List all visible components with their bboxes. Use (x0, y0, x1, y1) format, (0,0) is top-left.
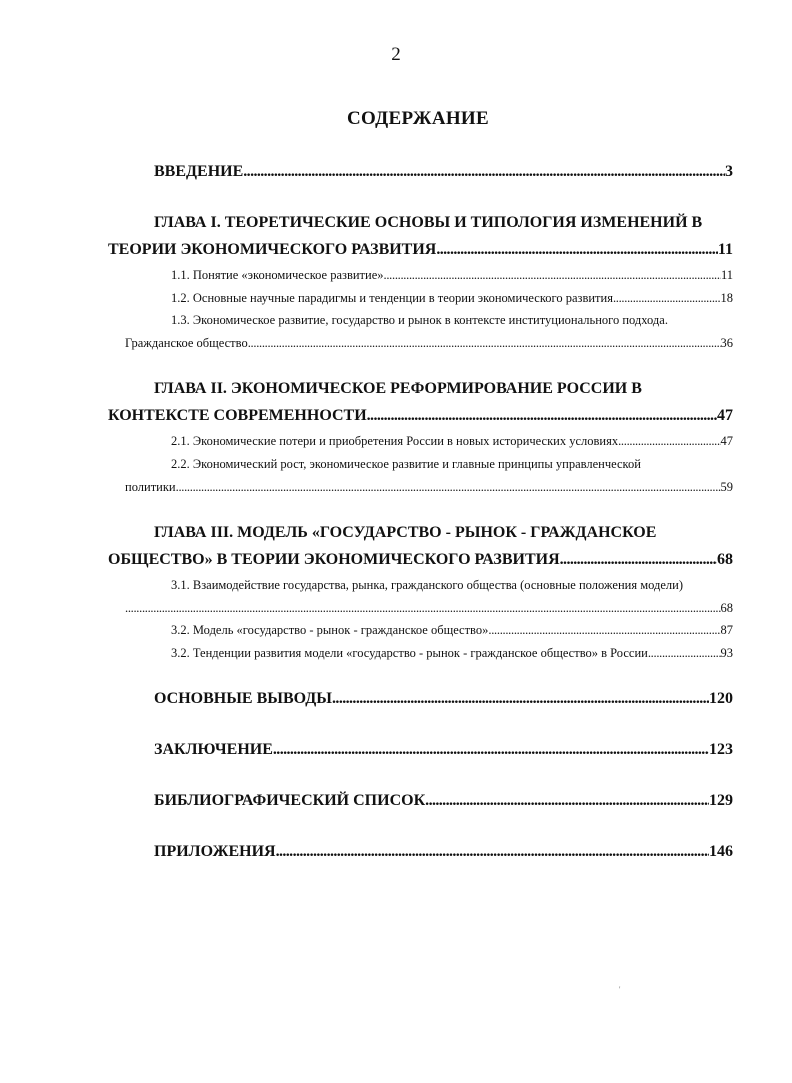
page-number: 2 (391, 44, 401, 65)
toc-entry-page: 93 (720, 646, 733, 660)
toc-entry-chapter-3[interactable] (108, 551, 733, 569)
toc-entry-label: 3.2. Тенденции развития модели «государство - рынок - гражданское общество» в России (171, 646, 648, 660)
scan-speck: ' (619, 985, 621, 994)
dot-leader (436, 242, 718, 258)
toc-entry-section[interactable] (171, 623, 733, 638)
toc-entry-label: ПРИЛОЖЕНИЯ (154, 843, 276, 860)
toc-entry-section[interactable] (171, 268, 733, 283)
toc-entry-page: 123 (709, 741, 733, 758)
toc-entry-section[interactable]: 1.3. Экономическое развитие, государство и рынок в контексте институционального подхода. (171, 313, 668, 327)
toc-entry-page: 47 (720, 434, 733, 448)
dot-leader (648, 647, 721, 660)
dot-leader (618, 435, 720, 448)
toc-entry-page: 68 (720, 601, 733, 615)
dot-leader (384, 269, 721, 282)
toc-entry-appendices[interactable] (154, 843, 733, 861)
dot-leader (560, 552, 717, 568)
toc-entry-conclusions[interactable] (154, 690, 733, 708)
toc-entry-page: 18 (720, 291, 733, 305)
toc-entry-page: 146 (709, 843, 733, 860)
toc-entry-label: 1.1. Понятие «экономическое развитие» (171, 268, 384, 282)
toc-entry-page: 36 (720, 336, 733, 350)
toc-entry-bibliography[interactable] (154, 792, 733, 810)
toc-entry-label: ОСНОВНЫЕ ВЫВОДЫ (154, 690, 333, 707)
toc-entry-page: 59 (720, 480, 733, 494)
toc-entry-intro[interactable] (154, 163, 733, 181)
toc-entry-section-continued[interactable] (125, 480, 733, 495)
chapter-heading[interactable]: ГЛАВА I. ТЕОРЕТИЧЕСКИЕ ОСНОВЫ И ТИПОЛОГИЯ ИЗМЕНЕНИЙ В (154, 214, 703, 231)
dot-leader (425, 793, 709, 809)
toc-entry-section[interactable] (171, 646, 733, 661)
toc-entry-label: ТЕОРИИ ЭКОНОМИЧЕСКОГО РАЗВИТИЯ (108, 241, 437, 258)
toc-entry-closing[interactable] (154, 741, 733, 759)
dot-leader (332, 691, 709, 707)
toc-entry-label: политики (125, 480, 176, 494)
toc-entry-label: 3.2. Модель «государство - рынок - гражданское общество» (171, 623, 489, 637)
toc-entry-section[interactable]: 3.1. Взаимодействие государства, рынка, гражданского общества (основные положения модели) (171, 578, 684, 592)
dot-leader (125, 602, 721, 615)
toc-entry-label: ОБЩЕСТВО» В ТЕОРИИ ЭКОНОМИЧЕСКОГО РАЗВИТИЯ (108, 551, 560, 568)
toc-entry-section[interactable]: 2.2. Экономический рост, экономическое развитие и главные принципы управленческой (171, 457, 641, 471)
toc-entry-label: ЗАКЛЮЧЕНИЕ (154, 741, 273, 758)
dot-leader (488, 624, 720, 637)
dot-leader (243, 164, 725, 180)
dot-leader (176, 481, 721, 494)
toc-entry-label: Гражданское общество (125, 336, 248, 350)
toc-entry-page: 87 (720, 623, 733, 637)
toc-entry-label: ВВЕДЕНИЕ (154, 163, 244, 180)
toc-entry-page: 47 (717, 407, 733, 424)
toc-entry-label: 1.2. Основные научные парадигмы и тенденции в теории экономического развития (171, 291, 613, 305)
toc-entry-page: 120 (709, 690, 733, 707)
chapter-heading[interactable]: ГЛАВА II. ЭКОНОМИЧЕСКОЕ РЕФОРМИРОВАНИЕ РОССИИ В (154, 380, 642, 397)
toc-entry-page: 129 (709, 792, 733, 809)
toc-entry-page: 11 (717, 241, 733, 258)
page-title: СОДЕРЖАНИЕ (347, 108, 489, 129)
toc-entry-section[interactable] (171, 291, 733, 306)
dot-leader (273, 742, 709, 758)
toc-entry-section-continued[interactable] (125, 601, 733, 616)
chapter-heading[interactable]: ГЛАВА III. МОДЕЛЬ «ГОСУДАРСТВО - РЫНОК - ГРАЖДАНСКОЕ (154, 524, 657, 541)
dot-leader (367, 408, 717, 424)
toc-entry-page: 11 (720, 268, 733, 282)
dot-leader (613, 292, 721, 305)
toc-entry-label: 2.1. Экономические потери и приобретения России в новых исторических условиях (171, 434, 619, 448)
toc-entry-section[interactable] (171, 434, 733, 449)
toc-entry-page: 3 (725, 163, 733, 180)
toc-entry-section-continued[interactable] (125, 336, 733, 351)
toc-entry-label: БИБЛИОГРАФИЧЕСКИЙ СПИСОК (154, 792, 426, 809)
toc-entry-page: 68 (717, 551, 733, 568)
dot-leader (248, 337, 721, 350)
dot-leader (276, 844, 709, 860)
toc-entry-chapter-2[interactable] (108, 407, 733, 425)
toc-entry-label: КОНТЕКСТЕ СОВРЕМЕННОСТИ (108, 407, 367, 424)
toc-entry-chapter-1[interactable] (108, 241, 733, 259)
